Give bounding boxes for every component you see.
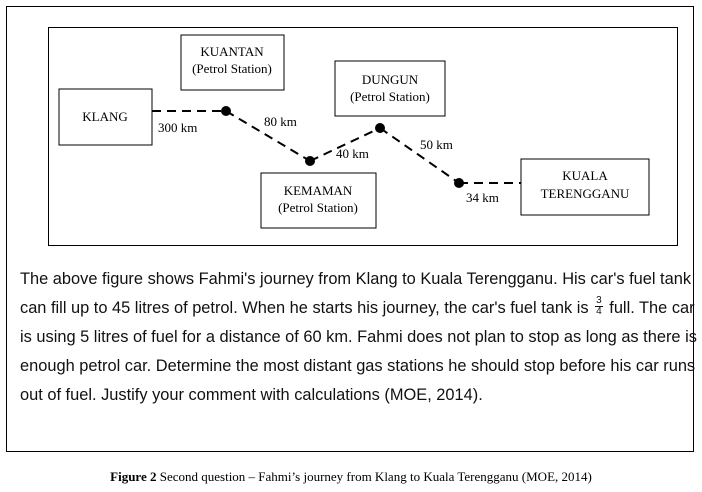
dungun-point [375, 123, 385, 133]
fraction-denominator: 4 [596, 306, 602, 318]
figure-label: Figure 2 [110, 469, 157, 484]
caption-text: Second question – Fahmi’s journey from Klang to Kuala Terengganu (MOE, 2014) [156, 469, 592, 484]
route-diagram [49, 28, 679, 247]
klang-label: KLANG [82, 109, 128, 124]
kuala-label: KUALA [562, 168, 608, 183]
route-diagram-box [48, 27, 678, 246]
dungun-label: DUNGUN [361, 72, 419, 87]
kuantan-label: KUANTAN [200, 44, 264, 59]
kemaman-label: KEMAMAN [283, 183, 353, 198]
figure-caption [0, 469, 702, 485]
distance-label-40: 40 km [336, 146, 369, 161]
figure-frame [6, 6, 697, 452]
final-stop-point [454, 178, 464, 188]
problem-text-part2: full. The car is using 5 litres of fuel for a distance of 60 km. Fahmi does not plan to stop as long as there is enough petrol car. Determine the most distant gas stations he should stop before his car runs out of fuel. Justify your comment with calculations (MOE, 2014). [20, 299, 697, 404]
kemaman-point [305, 156, 315, 166]
kuantan-sublabel: (Petrol Station) [192, 61, 272, 76]
fraction-numerator: 3 [596, 295, 602, 307]
problem-text-part1: The above figure shows Fahmi's journey from Klang to Kuala Terengganu. His car's fuel tank can fill up to 45 litres of petrol. When he starts his journey, the car's fuel tank is [20, 270, 692, 317]
fraction-three-quarters [595, 296, 603, 317]
distance-label-34: 34 km [466, 190, 499, 205]
kemaman-sublabel: (Petrol Station) [278, 200, 358, 215]
terengganu-label: TERENGGANU [540, 186, 630, 201]
distance-label-300: 300 km [158, 120, 198, 135]
dungun-sublabel: (Petrol Station) [350, 89, 430, 104]
problem-text [20, 265, 700, 410]
distance-label-50: 50 km [420, 137, 453, 152]
kuantan-point [221, 106, 231, 116]
distance-label-80: 80 km [264, 114, 297, 129]
